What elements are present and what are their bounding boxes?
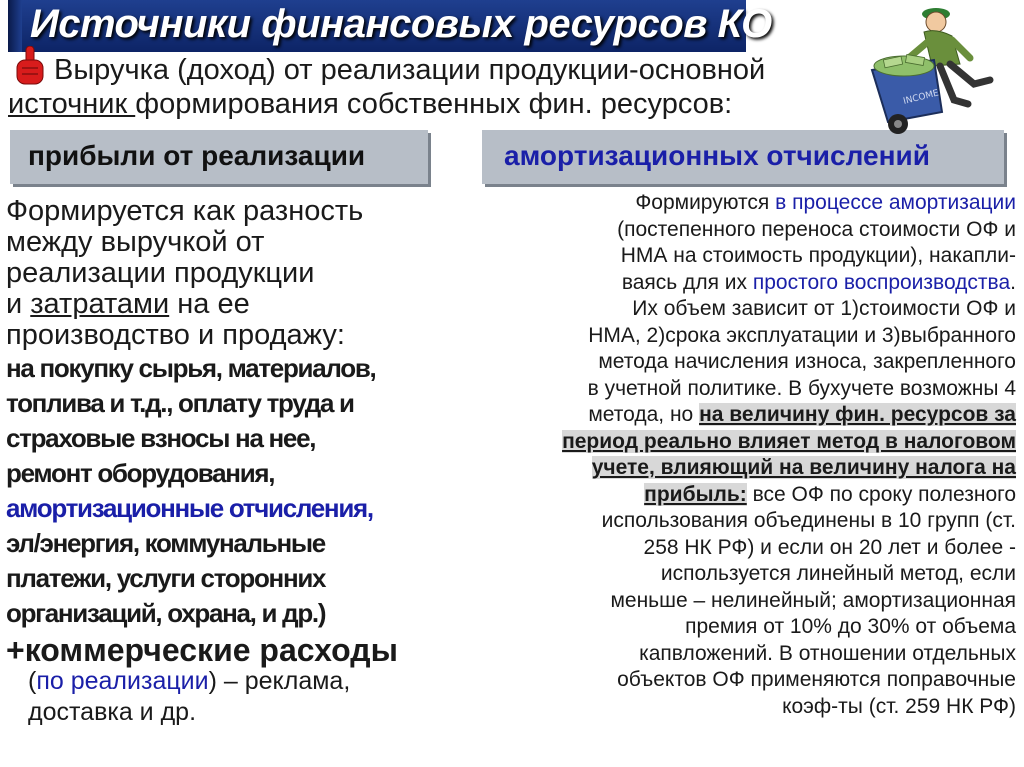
cart-label-text: INCOME (902, 88, 940, 107)
commercial-expenses: +коммерческие расходы (6, 632, 398, 668)
left-line: доставка и др. (28, 698, 197, 726)
right-line: НМА на стоимость продукции), накапли- (620, 244, 1016, 267)
left-line (6, 289, 476, 320)
right-line: использования объединены в 10 групп (ст. (601, 509, 1016, 532)
right-line: Их объем зависит от 1)стоимости ОФ и (632, 297, 1016, 320)
pointing-hand-icon (14, 46, 46, 86)
right-highlight: на величину фин. ресурсов за (699, 403, 1016, 426)
right-line: (постепенного переноса стоимости ОФ и (617, 217, 1016, 241)
left-text-fragment: на ее (169, 288, 250, 320)
title-bar (8, 0, 772, 52)
right-line: объектов ОФ применяются поправочные (617, 668, 1016, 691)
right-text-fragment: все ОФ по сроку полезного (746, 482, 1016, 506)
right-line: меньше – нелинейный; амортизационная (610, 588, 1016, 612)
slide-title: Источники финансовых ресурсов КО (30, 2, 772, 46)
left-line (6, 666, 476, 697)
section-box-profit (10, 130, 428, 184)
income-cart-illustration (864, 0, 1022, 138)
cost-item: на покупку сырья, материалов, (6, 353, 376, 383)
right-text-fragment: метода, но (588, 403, 700, 426)
title-bar-edge (8, 0, 22, 52)
right-line (430, 270, 1016, 297)
right-line (430, 402, 1016, 429)
cost-item: платежи, услуги сторонних (6, 563, 326, 593)
left-text-fragment: ( (28, 667, 37, 695)
section-box-depreciation-label: амортизационных отчислений (504, 140, 930, 171)
right-line (430, 455, 1016, 482)
right-line (430, 429, 1016, 456)
left-column (6, 196, 476, 728)
right-highlight: прибыль: (644, 482, 747, 506)
right-line: НМА, 2)срока эксплуатации и 3)выбранного (588, 323, 1016, 347)
left-underlined-costs: затратами (30, 288, 170, 320)
left-line: производство и продажу: (6, 319, 345, 351)
cost-item: страховые взносы на нее, (6, 423, 316, 453)
right-blue-fragment: простого воспроизводства (752, 270, 1011, 294)
right-blue-fragment: в процессе амортизации (775, 191, 1016, 214)
right-column (430, 190, 1016, 720)
intro-line-2-rest: формирования собственных фин. ресурсов: (135, 88, 733, 120)
right-line (430, 482, 1016, 509)
right-highlight: учете, влияющий на величину налога на (591, 456, 1016, 479)
intro-line-2 (8, 88, 732, 120)
right-line: метода начисления износа, закрепленного (598, 350, 1016, 373)
intro-line-1: Выручка (доход) от реализации продукции-основной (54, 54, 766, 86)
cost-item-depreciation: амортизационные отчисления, (6, 493, 373, 523)
cost-item: ремонт оборудования, (6, 458, 275, 488)
right-text-fragment: . (1010, 270, 1016, 294)
right-line (430, 190, 1016, 217)
right-line: в учетной политике. В бухучете возможны 4 (587, 376, 1016, 400)
intro-underlined-word: источник (8, 88, 136, 120)
left-line: реализации продукции (6, 257, 315, 289)
left-text-fragment: и (6, 288, 31, 320)
cost-item: эл/энергия, коммунальные (6, 528, 325, 558)
left-blue-fragment: по реализации (36, 667, 209, 695)
right-line: используется линейный метод, если (660, 562, 1016, 585)
left-line: Формируется как разность (6, 195, 364, 227)
cost-item: топлива и т.д., оплату труда и (6, 388, 354, 418)
right-text-fragment: ваясь для их (621, 270, 753, 294)
right-line: капвложений. В отношении отдельных (639, 641, 1016, 665)
right-line: 258 НК РФ) и если он 20 лет и более - (643, 535, 1016, 559)
left-text-fragment: ) – реклама, (208, 667, 351, 695)
right-line: премия от 10% до 30% от объема (685, 615, 1016, 638)
right-text-fragment: Формируются (635, 191, 776, 214)
right-line: коэф-ты (ст. 259 НК РФ) (782, 694, 1016, 718)
section-box-depreciation (482, 130, 1004, 184)
cost-item: организаций, охрана, и др.) (6, 598, 326, 628)
left-line: между выручкой от (6, 226, 265, 258)
section-box-profit-label: прибыли от реализации (28, 140, 366, 171)
right-highlight: период реально влияет метод в налоговом (562, 429, 1016, 453)
